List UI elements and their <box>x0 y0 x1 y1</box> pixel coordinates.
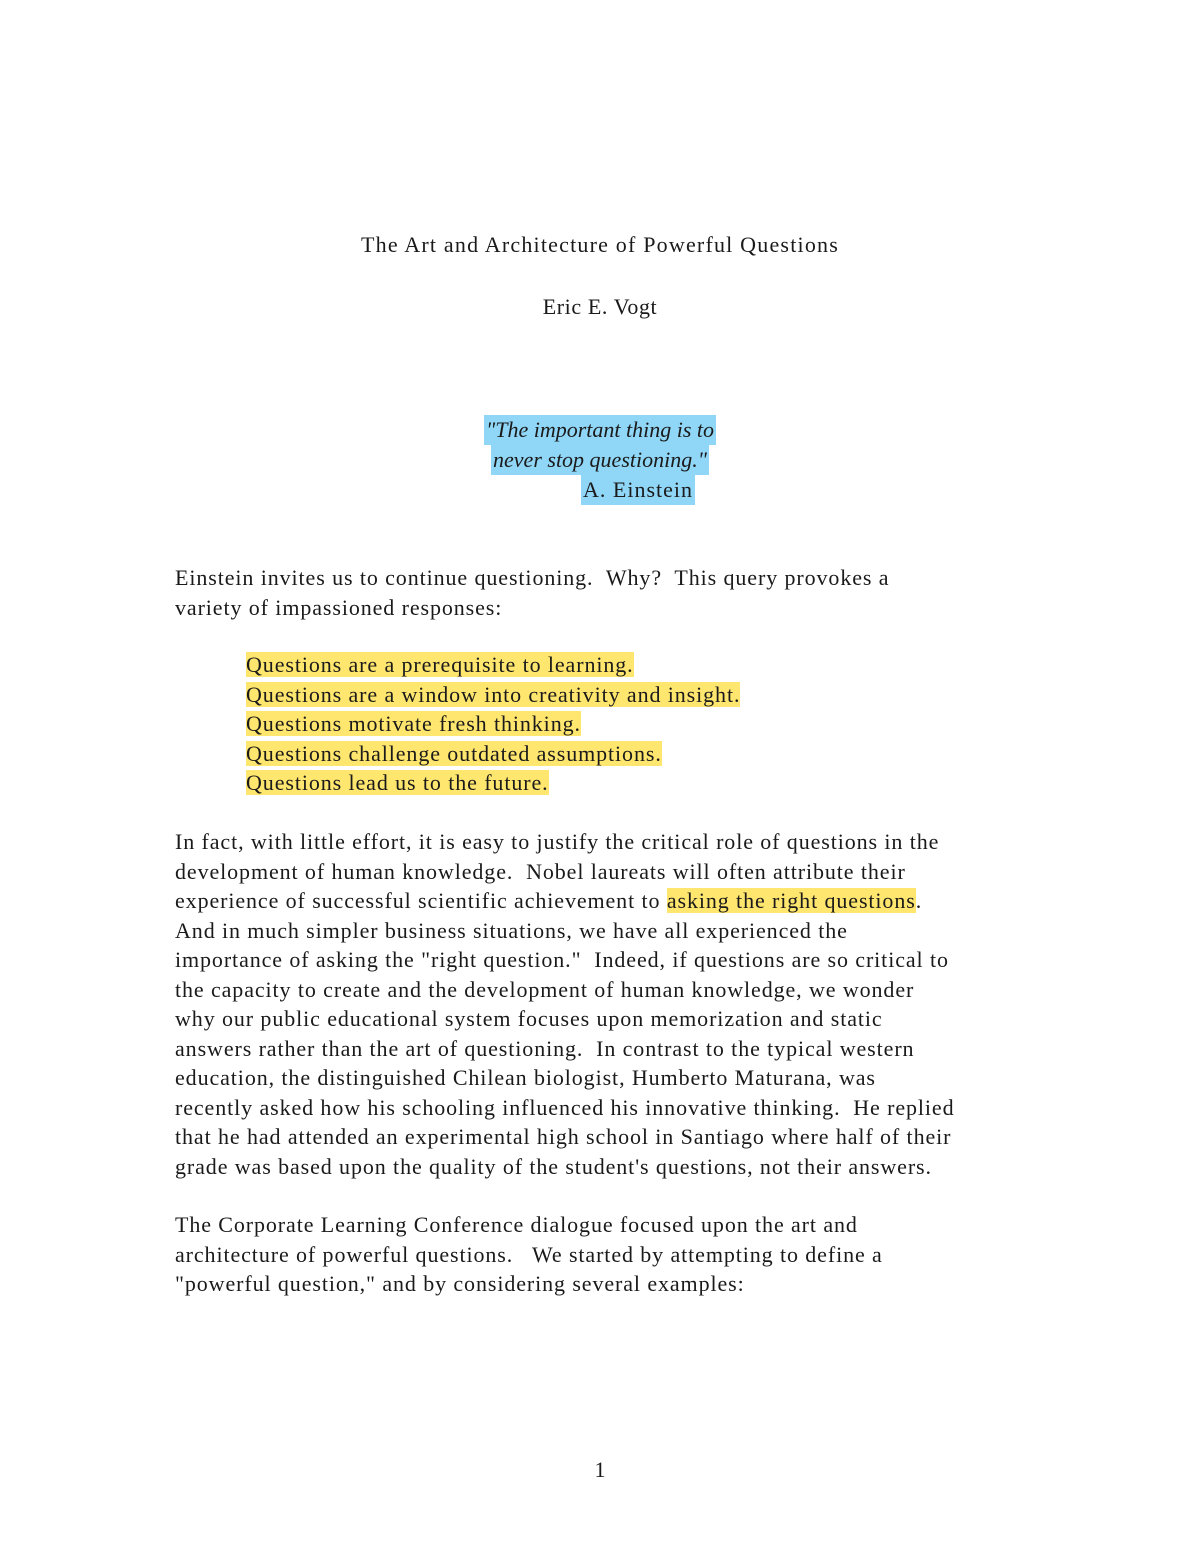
paragraph-line: grade was based upon the quality of the student's questions, not their answers. <box>175 1153 932 1179</box>
paragraph-line: "powerful question," and by considering several examples: <box>175 1271 745 1296</box>
paragraph-line: In fact, with little effort, it is easy to justify the critical role of questions in the <box>175 829 940 854</box>
paragraph-line: experience of successful scientific achievement to <box>175 888 667 913</box>
epigraph-quote <box>0 415 1200 505</box>
paragraph-line: importance of asking the "right question." Indeed, if questions are so critical to <box>175 947 949 972</box>
quote-line-1: "The important thing is to <box>484 415 716 445</box>
document-title: The Art and Architecture of Powerful Questions <box>361 232 839 257</box>
paragraph-line: Einstein invites us to continue questioning. Why? This query provokes a <box>175 565 890 590</box>
paragraph-line: why our public educational system focuses upon memorization and static <box>175 1006 883 1031</box>
paragraph-line: variety of impassioned responses: <box>175 594 503 620</box>
quote-attribution: A. Einstein <box>581 475 695 505</box>
paragraph-line: development of human knowledge. Nobel laureats will often attribute their <box>175 858 906 884</box>
list-item <box>246 768 740 798</box>
paragraph-main <box>175 827 1035 1181</box>
list-item-text: Questions are a window into creativity and insight. <box>246 681 741 707</box>
paragraph-intro <box>175 563 1035 622</box>
quote-line-2: never stop questioning." <box>491 445 709 475</box>
list-item <box>246 709 740 739</box>
list-item-text: Questions lead us to the future. <box>246 770 549 795</box>
paragraph-line: And in much simpler business situations, we have all experienced the <box>175 917 848 943</box>
page-number: 1 <box>594 1457 606 1482</box>
paragraph-line: recently asked how his schooling influenced his innovative thinking. He replied <box>175 1094 955 1120</box>
list-item-text: Questions are a prerequisite to learning. <box>246 652 634 677</box>
list-item <box>246 680 740 710</box>
list-item <box>246 739 740 769</box>
highlighted-phrase: asking the right questions <box>666 888 916 913</box>
paragraph-line: that he had attended an experimental high school in Santiago where half of their <box>175 1124 952 1149</box>
list-item-text: Questions challenge outdated assumptions. <box>246 740 662 766</box>
question-list <box>246 650 740 798</box>
paragraph-line: architecture of powerful questions. We started by attempting to define a <box>175 1241 883 1267</box>
list-item-text: Questions motivate fresh thinking. <box>246 711 581 736</box>
paragraph-line: education, the distinguished Chilean biologist, Humberto Maturana, was <box>175 1065 876 1090</box>
paragraph-line: answers rather than the art of questioning. In contrast to the typical western <box>175 1035 915 1061</box>
list-item <box>246 650 740 680</box>
paragraph-line: . <box>915 888 923 913</box>
document-author: Eric E. Vogt <box>542 294 658 319</box>
paragraph-conference <box>175 1210 1035 1299</box>
paragraph-line: The Corporate Learning Conference dialogue focused upon the art and <box>175 1212 858 1237</box>
paragraph-line: the capacity to create and the development of human knowledge, we wonder <box>175 976 915 1002</box>
